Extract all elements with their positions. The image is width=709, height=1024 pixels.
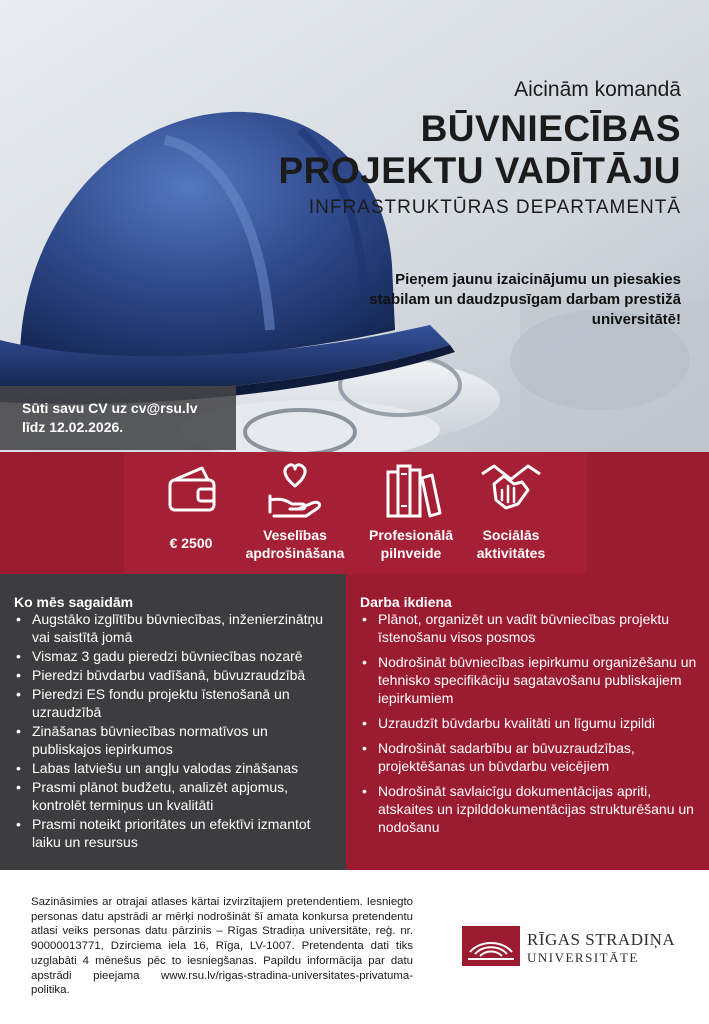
hard-hat-image bbox=[0, 0, 709, 452]
duties-list bbox=[346, 610, 709, 836]
list-item: • Uzraudzīt būvdarbu kvalitāti un līgumu izpildi bbox=[360, 714, 699, 732]
job-title-line1: BŪVNIECĪBAS bbox=[420, 108, 681, 149]
privacy-notice: Sazināsimies ar otrajai atlases kārtai izvirzītajiem pretendentiem. Iesniegto personas datu apstrādi ar mērķi nodrošināt šī amata konkursa pretendentu atlasi veiks personas datu pārzinis – Rīgas Stradiņa universitāte, reģ. nr. 90000013771, Dzirciema iela 16, Rīga, LV-1007. Pretendenta dati tiks uzglabāti 4 mēnešus pēc to iesniegšanas. Papildu informācija par datu apstrādi pieejama www.rsu.lv/rigas-stradina-universitates-privatuma-politika. bbox=[31, 896, 413, 997]
hero-section bbox=[0, 0, 709, 452]
requirements-section bbox=[0, 574, 346, 870]
list-item: • Prasmi noteikt prioritātes un efektīvi izmantot laiku un resursus bbox=[14, 815, 336, 851]
benefit-social-label: Sociālās aktivitātes bbox=[476, 527, 546, 561]
benefit-social bbox=[456, 452, 566, 574]
benefits-panel bbox=[124, 452, 587, 574]
requirements-heading: Ko mēs sagaidām bbox=[14, 594, 134, 610]
logo-name: RĪGAS STRADIŅA bbox=[527, 930, 676, 949]
wallet-icon bbox=[136, 460, 246, 518]
benefit-salary-label: € 2500 bbox=[169, 535, 213, 551]
list-item: • Nodrošināt būvniecības iepirkumu organizēšanu un tehnisko specifikāciju sagatavošanu publiskajiem iepirkumiem bbox=[360, 653, 699, 707]
department-name: INFRASTRUKTŪRAS DEPARTAMENTĀ bbox=[308, 197, 681, 218]
duties-section bbox=[346, 574, 709, 870]
list-item: • Zināšanas būvniecības normatīvos un publiskajos iepirkumos bbox=[14, 722, 336, 758]
list-item: • Vismaz 3 gadu pieredzi būvniecības nozarē bbox=[14, 647, 336, 665]
benefit-health-label: Veselības apdrošināšana bbox=[245, 527, 345, 561]
logo-subtitle: UNIVERSITĀTE bbox=[527, 950, 639, 965]
benefit-salary bbox=[136, 452, 246, 574]
list-item: • Pieredzi ES fondu projektu īstenošanā un uzraudzībā bbox=[14, 685, 336, 721]
list-item: • Nodrošināt sadarbību ar būvuzraudzības, projektēšanas un būvdarbu veicējiem bbox=[360, 739, 699, 775]
rsu-emblem-icon bbox=[462, 926, 520, 966]
handshake-icon bbox=[456, 460, 566, 518]
cv-deadline: līdz 12.02.2026. bbox=[22, 419, 124, 435]
list-item: • Nodrošināt savlaicīgu dokumentācijas apriti, atskaites un izpilddokumentācijas strukturēšanu un nodošanu bbox=[360, 782, 699, 836]
benefit-health bbox=[240, 452, 350, 574]
list-item: • Prasmi plānot budžetu, analizēt apjomus, kontrolēt termiņus un kvalitāti bbox=[14, 778, 336, 814]
tagline: Pieņem jaunu izaicinājumu un piesakies stabilam un daudzpusīgam darbam prestižā universitātē! bbox=[369, 271, 681, 328]
benefit-development-label: Profesionālā pilnveide bbox=[368, 527, 454, 561]
requirements-list bbox=[0, 610, 346, 851]
invite-text: Aicinām komandā bbox=[514, 78, 681, 101]
duties-heading: Darba ikdiena bbox=[360, 594, 452, 610]
books-icon bbox=[356, 460, 466, 518]
cv-submit-box bbox=[0, 386, 236, 450]
job-title-line2: PROJEKTU VADĪTĀJU bbox=[278, 150, 681, 191]
heart-hand-icon bbox=[240, 460, 350, 518]
rsu-logo bbox=[462, 920, 682, 970]
list-item: • Pieredzi būvdarbu vadīšanā, būvuzraudzībā bbox=[14, 666, 336, 684]
list-item: • Augstāko izglītību būvniecības, inženierzinātņu vai saistītā jomā bbox=[14, 610, 336, 646]
list-item: • Plānot, organizēt un vadīt būvniecības projektu īstenošanu visos posmos bbox=[360, 610, 699, 646]
benefit-development bbox=[356, 452, 466, 574]
list-item: • Labas latviešu un angļu valodas zināšanas bbox=[14, 759, 336, 777]
cv-email-line[interactable]: Sūti savu CV uz cv@rsu.lv bbox=[22, 400, 198, 416]
